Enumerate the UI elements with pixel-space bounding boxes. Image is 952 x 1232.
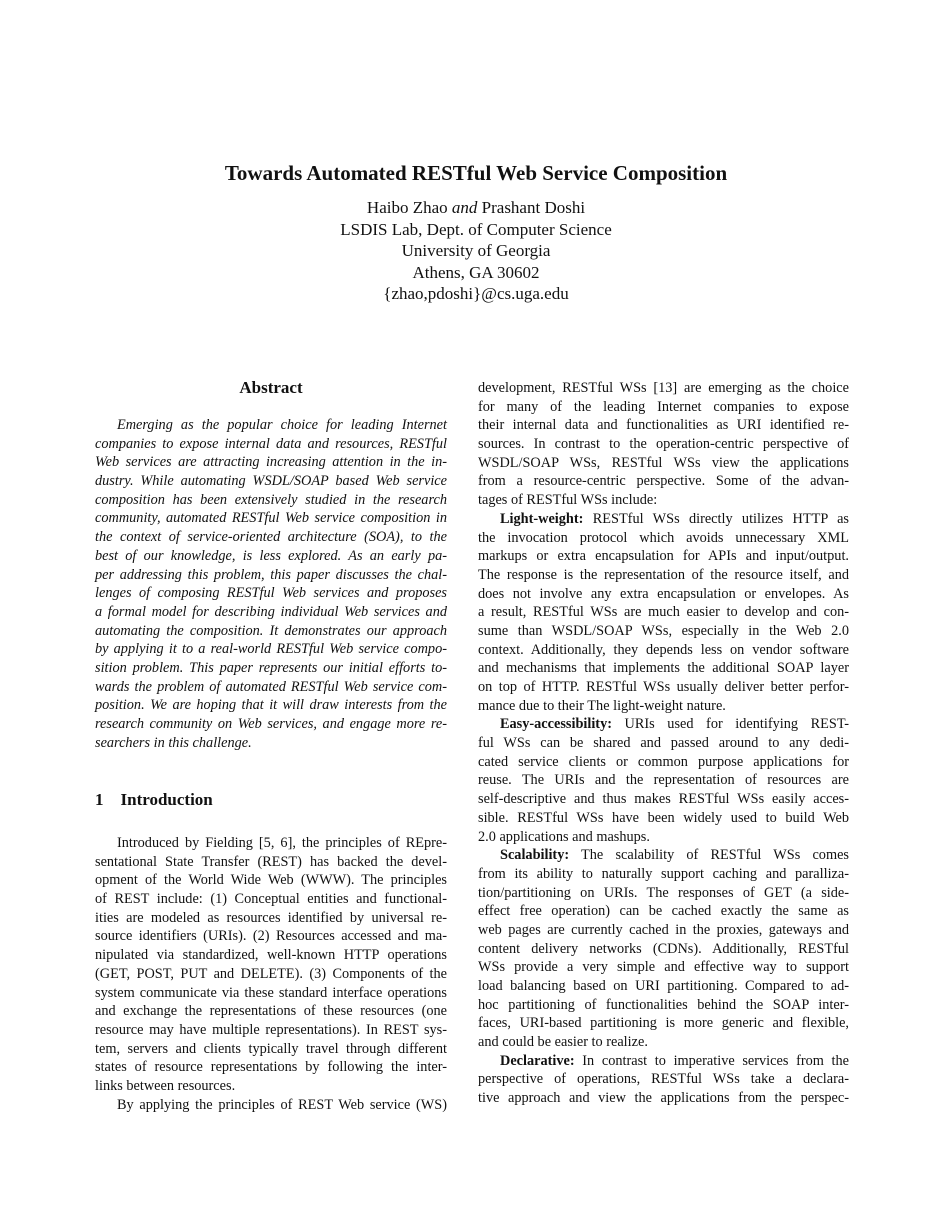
paragraph-line: web pages are currently cached in the proxies, gateways and — [478, 921, 849, 938]
paragraph-line: source identifiers (URIs). (2) Resources accessed and ma- — [95, 928, 447, 945]
abstract-line: companies to expose internal data and resources, RESTful — [95, 435, 447, 452]
abstract-heading — [95, 378, 447, 398]
paragraph-line: from a resource-centric perspective. Some of the advan- — [478, 473, 849, 490]
abstract-line: wards the problem of automated RESTful Web service com- — [95, 678, 447, 695]
paragraph-lead: Scalability: — [500, 847, 570, 864]
paragraph-line: WSs provide a very simple and effective way to support — [478, 959, 849, 976]
author-names — [0, 197, 952, 219]
paragraph-line: and mechanisms that implements the additional SOAP layer — [478, 660, 849, 677]
paper-title: Towards Automated RESTful Web Service Composition — [224, 161, 728, 185]
paragraph-line: context. Additionally, they depends less on vendor software — [478, 641, 849, 658]
paragraph-text: The scalability of RESTful WSs comes — [569, 847, 849, 864]
paragraph-line: By applying the principles of REST Web service (WS) — [117, 1096, 447, 1113]
paragraph-line: reuse. The URIs and the representation of resources are — [478, 772, 849, 789]
paragraph-line: perspective of operations, RESTful WSs take a declara- — [478, 1071, 849, 1088]
paragraph-line: resource may have multiple representations). In REST sys- — [95, 1021, 447, 1038]
paragraph-line: development, RESTful WSs [13] are emerging as the choice — [478, 380, 849, 396]
paragraph-line: system communicate via these standard interface operations — [95, 984, 447, 1001]
paragraph-line — [478, 1052, 849, 1071]
paragraph-text: In contrast to imperative services from the — [574, 1052, 849, 1069]
paragraph-line: their internal data and functionalities as URI identified re- — [478, 417, 849, 434]
paragraph-line: hoc partitioning of functionalities behind the SOAP inter- — [478, 996, 849, 1013]
introduction-body — [95, 834, 447, 1114]
paragraph-line: nipulated via standardized, well-known HTTP operations — [95, 947, 447, 964]
paragraph-line: does not involve any extra encapsulation or envelopes. As — [478, 585, 849, 602]
author-conjunction: and — [451, 198, 478, 217]
section-heading-introduction — [95, 790, 447, 810]
abstract-heading-text: Abstract — [239, 378, 303, 397]
paragraph-line: sentational State Transfer (REST) has backed the devel- — [95, 853, 447, 870]
abstract-line: position. We are hoping that it will draw interests from the — [95, 697, 447, 714]
abstract-line: composition has been extensively studied in the research — [95, 491, 447, 508]
paragraph-line: tive approach and view the applications from the perspec- — [478, 1090, 849, 1107]
paragraph-line: content delivery networks (CDNs). Additionally, RESTful — [478, 940, 849, 957]
paragraph-line: load balancing based on URI partitioning. Compared to ad- — [478, 978, 849, 994]
abstract-line: by applying it to a real-world RESTful Web service compo- — [95, 641, 447, 658]
paragraph-line — [478, 715, 849, 734]
paragraph-line: self-descriptive and thus makes RESTful WSs easily acces- — [478, 791, 849, 808]
paragraph-line: 2.0 applications and mashups. — [478, 828, 650, 845]
paragraph-line — [478, 510, 849, 529]
paragraph-line: Introduced by Fielding [5, 6], the principles of REpre- — [117, 835, 447, 851]
paragraph-line: ities are modeled as resources identified by universal re- — [95, 909, 447, 926]
author-block — [0, 197, 952, 305]
section-title: Introduction — [120, 790, 213, 809]
affiliation: LSDIS Lab, Dept. of Computer Science — [340, 219, 612, 239]
paragraph-line: on top of HTTP. RESTful WSs usually deliver better perfor- — [478, 679, 849, 695]
paragraph-line: and could be easier to realize. — [478, 1034, 648, 1051]
paragraph-line: WSDL/SOAP WSs, RESTful WSs view the applications — [478, 454, 849, 471]
abstract-line: sition problem. This paper represents our initial efforts to- — [95, 659, 447, 676]
abstract-line: Emerging as the popular choice for leading Internet — [117, 417, 447, 433]
abstract-line: research community on Web services, and engage more re- — [95, 716, 447, 732]
paragraph-lead: Declarative: — [500, 1052, 575, 1069]
paragraph-line: from its ability to naturally support caching and paralliza- — [478, 865, 849, 882]
author-2: Prashant Doshi — [481, 198, 586, 217]
paragraph-line: effect free operation) can be cached exactly the same as — [478, 903, 849, 920]
paragraph-text: URIs used for identifying REST- — [611, 716, 849, 733]
paragraph-line: (GET, POST, PUT and DELETE). (3) Components of the — [95, 965, 447, 982]
abstract-line: dustry. While automating WSDL/SOAP based Web service — [95, 473, 447, 490]
paragraph-line: The response is the representation of the resource itself, and — [478, 566, 849, 583]
paragraph-line: a result, RESTful WSs are much easier to develop and con- — [478, 604, 849, 621]
paragraph-line: tion/partitioning on URIs. The responses of GET (a side- — [478, 884, 849, 901]
abstract-line: per addressing this problem, this paper discusses the chal- — [95, 566, 447, 583]
paragraph-line: the invocation protocol which avoids unnecessary XML — [478, 529, 849, 546]
paragraph-line: states of resource representations by following the inter- — [95, 1059, 447, 1076]
abstract-line: best of our knowledge, is less explored. As an early pa- — [95, 547, 447, 564]
paragraph-line: ful WSs can be shared and passed around to any dedi- — [478, 735, 849, 752]
paragraph-line: sume than WSDL/SOAP WSs, especially in the Web 2.0 — [478, 622, 849, 639]
paragraph-line: tages of RESTful WSs include: — [478, 492, 658, 509]
paragraph-line: links between resources. — [95, 1077, 236, 1094]
paragraph-line: mance due to their The light-weight nature. — [478, 697, 726, 714]
paragraph-line: faces, URI-based partitioning is more generic and flexible, — [478, 1015, 849, 1032]
abstract-line: automating the composition. It demonstrates our approach — [95, 622, 447, 639]
paragraph-line: cated service clients or common purpose applications for — [478, 753, 849, 770]
author-1: Haibo Zhao — [366, 198, 448, 217]
address: Athens, GA 30602 — [412, 262, 540, 282]
abstract-line: Web services are attracting increasing attention in the in- — [95, 454, 447, 471]
paragraph-line: sible. RESTful WSs have been widely used to build Web — [478, 809, 849, 826]
email: {zhao,pdoshi}@cs.uga.edu — [383, 284, 569, 304]
paragraph-line: and exchange the representations of these resources (one — [95, 1003, 447, 1020]
right-column-body — [478, 379, 849, 1108]
paragraph-line: tem, servers and clients typically travel through different — [95, 1040, 447, 1057]
abstract-line: community, automated RESTful Web service composition in — [95, 510, 447, 527]
abstract-line: the context of service-oriented architecture (SOA), to the — [95, 529, 447, 546]
paragraph-lead: Easy-accessibility: — [500, 716, 612, 733]
university: University of Georgia — [401, 241, 551, 261]
paragraph-line: opment of the World Wide Web (WWW). The principles — [95, 872, 447, 889]
abstract-line: lenges of composing RESTful Web services and proposes — [95, 585, 447, 602]
paragraph-line: for many of the leading Internet companies to expose — [478, 398, 849, 415]
paragraph-line — [478, 846, 849, 865]
paragraph-lead: Light-weight: — [500, 510, 584, 527]
abstract-line: a formal model for describing individual Web services and — [95, 603, 447, 620]
paragraph-line: sources. In contrast to the operation-centric perspective of — [478, 436, 849, 453]
abstract-line: searchers in this challenge. — [95, 734, 252, 751]
paragraph-line: markups or extra encapsulation for APIs and input/output. — [478, 548, 849, 565]
section-number: 1 — [95, 790, 104, 809]
abstract-body — [95, 416, 447, 752]
paragraph-text: RESTful WSs directly utilizes HTTP as — [583, 510, 849, 527]
paragraph-line: of REST include: (1) Conceptual entities and functional- — [95, 891, 447, 908]
